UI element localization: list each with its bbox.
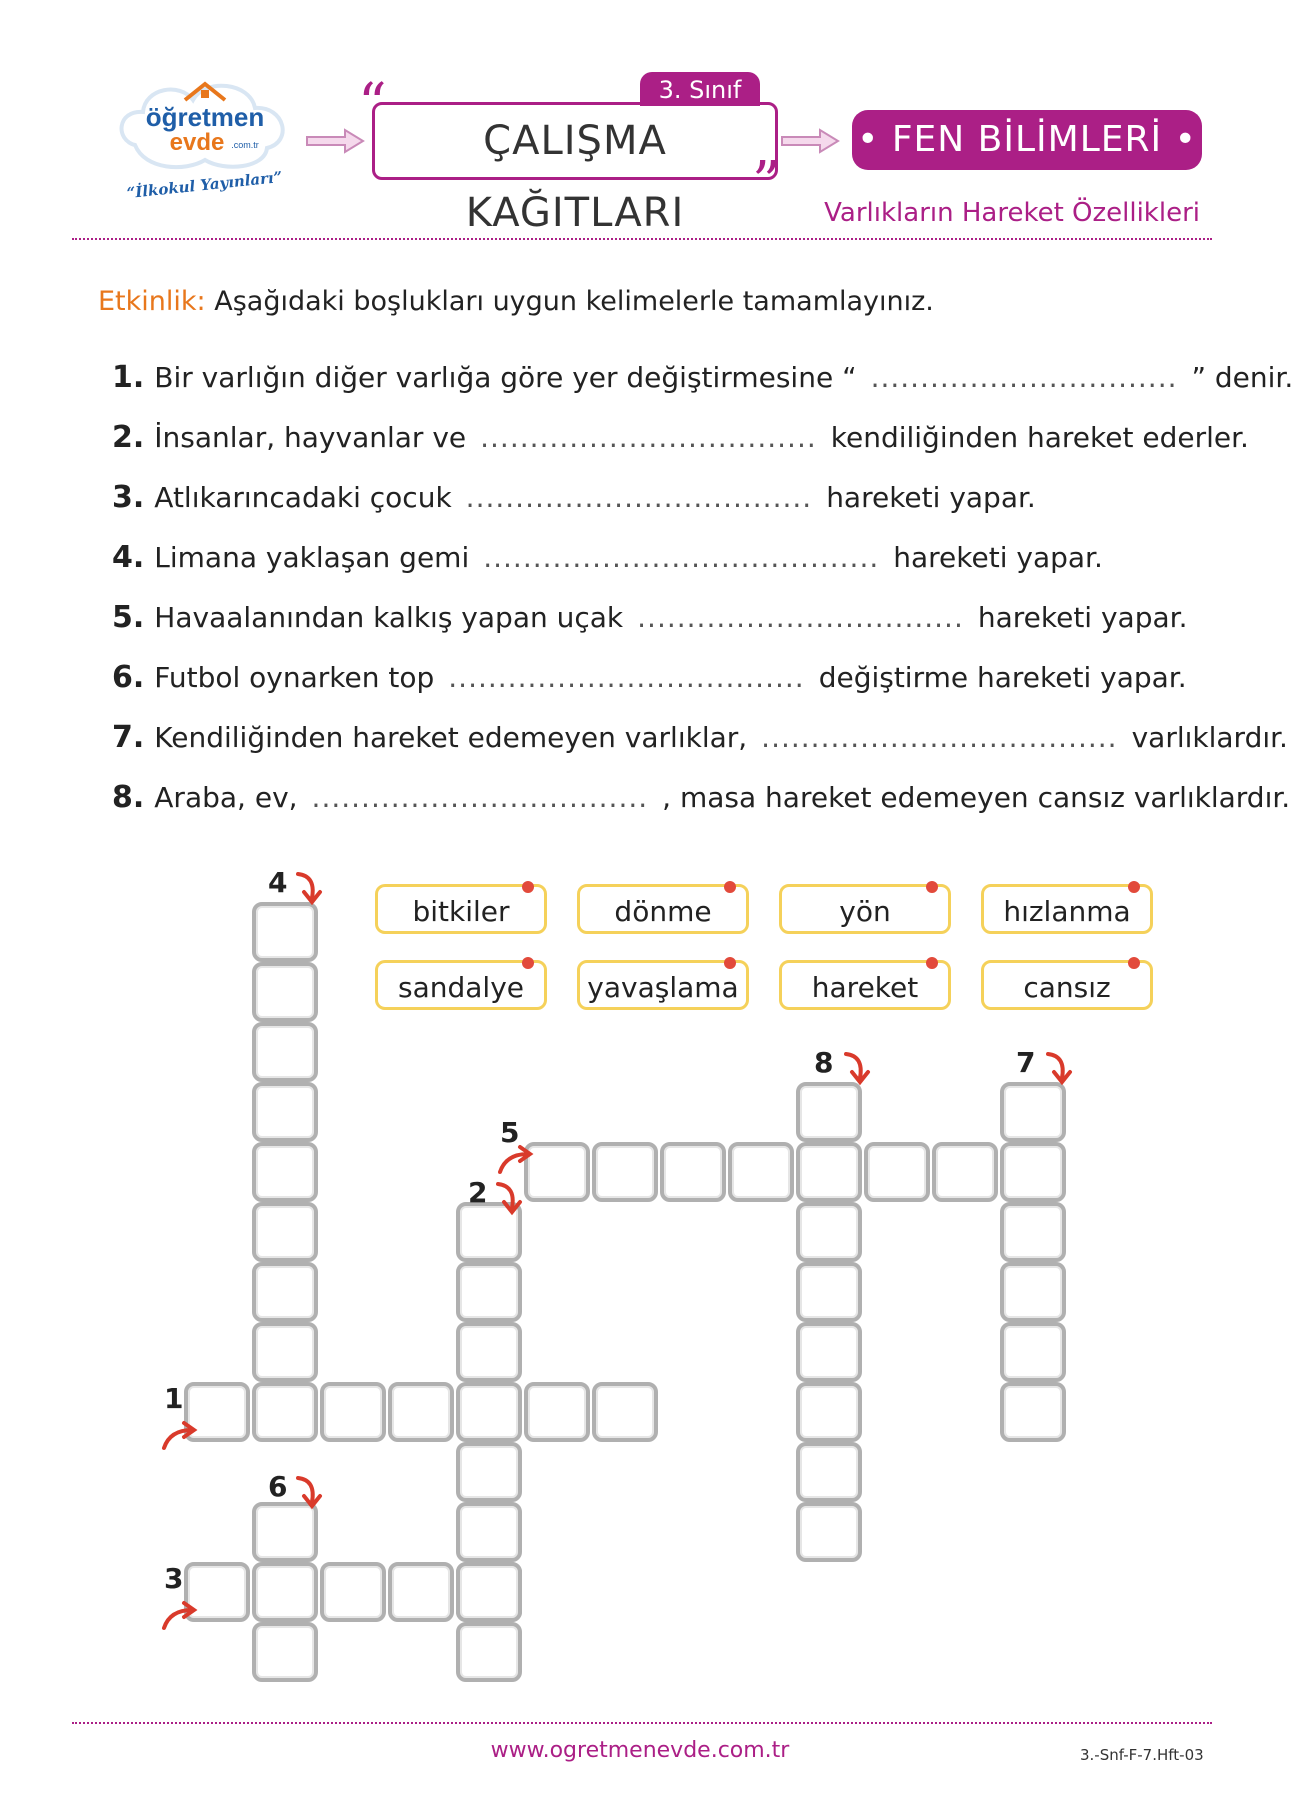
clue-arrow-icon [496,1142,536,1176]
footer-url[interactable]: www.ogretmenevde.com.tr [490,1738,790,1763]
question-number: 5. [112,600,145,635]
answer-blank[interactable]: .................................... [448,661,805,694]
activity-text: Aşağıdaki boşlukları uygun kelimelerle tamamlayınız. [214,286,934,317]
clue-number: 5 [500,1116,520,1149]
clue-number: 7 [1016,1046,1036,1079]
clue-number: 1 [164,1382,184,1415]
clue-arrow-icon [490,1180,530,1214]
crossword-cell[interactable] [252,1082,318,1142]
word-card[interactable] [375,884,547,934]
crossword-cell[interactable] [456,1502,522,1562]
pin-icon [1128,957,1140,969]
question-text-after: hareketi yapar. [893,541,1103,574]
question-text-before: Atlıkarıncadaki çocuk [154,481,452,514]
question-text-after: ” denir. [1191,361,1293,394]
crossword-cell[interactable] [796,1322,862,1382]
question-6 [112,660,1187,695]
question-text-after: hareketi yapar. [826,481,1036,514]
crossword-cell[interactable] [252,1382,318,1442]
question-number: 4. [112,540,145,575]
crossword-cell[interactable] [252,1502,318,1562]
question-8 [112,780,1290,815]
crossword-cell[interactable] [1000,1262,1066,1322]
subject-badge: • FEN BİLİMLERİ • [852,110,1202,170]
crossword-cell[interactable] [252,1322,318,1382]
clue-arrow-icon [160,1598,200,1632]
logo-text-1: öğretmen [145,102,265,132]
publisher-logo [105,60,305,210]
crossword-cell[interactable] [456,1442,522,1502]
crossword-cell[interactable] [252,962,318,1022]
question-5 [112,600,1188,635]
crossword-cell[interactable] [252,1202,318,1262]
logo-domain: .com.tr [231,140,259,150]
clue-number: 2 [468,1176,488,1209]
crossword-cell[interactable] [1000,1142,1066,1202]
crossword-cell[interactable] [456,1622,522,1682]
crossword-cell[interactable] [252,1562,318,1622]
crossword-cell[interactable] [1000,1202,1066,1262]
word-card[interactable] [577,884,749,934]
question-text-after: kendiliğinden hareket ederler. [830,421,1249,454]
pin-icon [522,881,534,893]
crossword-cell[interactable] [796,1382,862,1442]
word-card-label: yavaşlama [587,971,739,1004]
clue-arrow-icon [1040,1050,1080,1084]
crossword-cell[interactable] [456,1382,522,1442]
clue-number: 4 [268,866,288,899]
right-arrow-icon [780,128,840,154]
crossword-cell[interactable] [796,1502,862,1562]
question-text-after: , masa hareket edemeyen cansız varlıklardır. [662,781,1291,814]
question-text-before: Kendiliğinden hareket edemeyen varlıklar, [154,721,748,754]
word-card[interactable] [779,960,951,1010]
word-card-label: yön [839,895,891,928]
word-card[interactable] [577,960,749,1010]
question-text-before: Bir varlığın diğer varlığa göre yer değiştirmesine “ [154,361,857,394]
crossword-cell[interactable] [796,1202,862,1262]
question-text-before: Araba, ev, [154,781,298,814]
answer-blank[interactable]: ................................... [465,481,813,514]
pin-icon [926,957,938,969]
crossword-cell[interactable] [456,1562,522,1622]
question-7 [112,720,1288,755]
question-text-before: Futbol oynarken top [154,661,435,694]
question-2 [112,420,1249,455]
pin-icon [724,957,736,969]
question-number: 7. [112,720,145,755]
logo-tagline: “İlkokul Yayınları” [125,167,284,203]
activity-label: Etkinlik: [98,286,206,317]
question-text-after: hareketi yapar. [977,601,1188,634]
answer-blank[interactable]: .................................. [311,781,649,814]
right-arrow-icon [305,128,365,154]
clue-arrow-icon [290,870,330,904]
clue-arrow-icon [290,1474,330,1508]
crossword-cell[interactable] [456,1262,522,1322]
word-card[interactable] [981,884,1153,934]
crossword-cell[interactable] [1000,1322,1066,1382]
answer-blank[interactable]: ................................. [637,601,964,634]
question-number: 1. [112,360,145,395]
close-quote-icon: ” [752,150,781,215]
question-3 [112,480,1036,515]
crossword-cell[interactable] [456,1322,522,1382]
crossword-cell[interactable] [252,1022,318,1082]
question-text-before: İnsanlar, hayvanlar ve [154,421,467,454]
crossword-cell[interactable] [796,1142,862,1202]
crossword-cell[interactable] [592,1382,658,1442]
question-number: 8. [112,780,145,815]
crossword-cell[interactable] [388,1382,454,1442]
crossword-cell[interactable] [320,1382,386,1442]
question-number: 2. [112,420,145,455]
crossword-cell[interactable] [252,1622,318,1682]
question-text-before: Havaalanından kalkış yapan uçak [154,601,624,634]
activity-instruction [98,286,934,317]
word-card-label: hızlanma [1003,895,1131,928]
question-number: 3. [112,480,145,515]
logo-text-2: evde [169,129,225,156]
crossword-cell[interactable] [1000,1082,1066,1142]
open-quote-icon: “ [358,72,387,137]
crossword-cell[interactable] [796,1442,862,1502]
question-text-after: değiştirme hareketi yapar. [818,661,1187,694]
crossword-cell[interactable] [660,1142,726,1202]
document-code: 3.-Snf-F-7.Hft-03 [1080,1746,1204,1764]
footer-divider [72,1722,1212,1724]
clue-arrow-icon [160,1418,200,1452]
question-1 [112,360,1293,395]
clue-number: 3 [164,1562,184,1595]
word-card[interactable] [981,960,1153,1010]
crossword-cell[interactable] [864,1142,930,1202]
crossword-cell[interactable] [592,1142,658,1202]
pin-icon [522,957,534,969]
grade-badge: 3. Sınıf [640,72,760,106]
clue-number: 6 [268,1470,288,1503]
answer-blank[interactable]: ............................... [870,361,1178,394]
crossword-cell[interactable] [728,1142,794,1202]
answer-blank[interactable]: .................................... [761,721,1118,754]
word-card[interactable] [779,884,951,934]
crossword-cell[interactable] [796,1262,862,1322]
question-text-after: varlıklardır. [1131,721,1288,754]
clue-number: 8 [814,1046,834,1079]
crossword-cell[interactable] [252,1262,318,1322]
word-card-label: dönme [614,895,712,928]
crossword-cell[interactable] [524,1382,590,1442]
answer-blank[interactable]: .................................. [480,421,817,454]
page-title: ÇALIŞMA KAĞITLARI [372,102,778,180]
word-card-label: bitkiler [412,895,510,928]
topic-title: Varlıkların Hareket Özellikleri [824,198,1200,228]
clue-arrow-icon [838,1050,878,1084]
word-card-label: sandalye [398,971,524,1004]
word-card-label: cansız [1023,971,1111,1004]
crossword-cell[interactable] [796,1082,862,1142]
crossword-cell[interactable] [252,902,318,962]
question-4 [112,540,1103,575]
pin-icon [724,881,736,893]
word-card[interactable] [375,960,547,1010]
pin-icon [1128,881,1140,893]
word-card-label: hareket [811,971,919,1004]
header-divider [72,238,1212,240]
answer-blank[interactable]: ........................................ [483,541,880,574]
question-number: 6. [112,660,145,695]
pin-icon [926,881,938,893]
crossword-cell[interactable] [252,1142,318,1202]
crossword-cell[interactable] [320,1562,386,1622]
crossword-cell[interactable] [388,1562,454,1622]
crossword-cell[interactable] [932,1142,998,1202]
question-text-before: Limana yaklaşan gemi [154,541,470,574]
crossword-cell[interactable] [1000,1382,1066,1442]
